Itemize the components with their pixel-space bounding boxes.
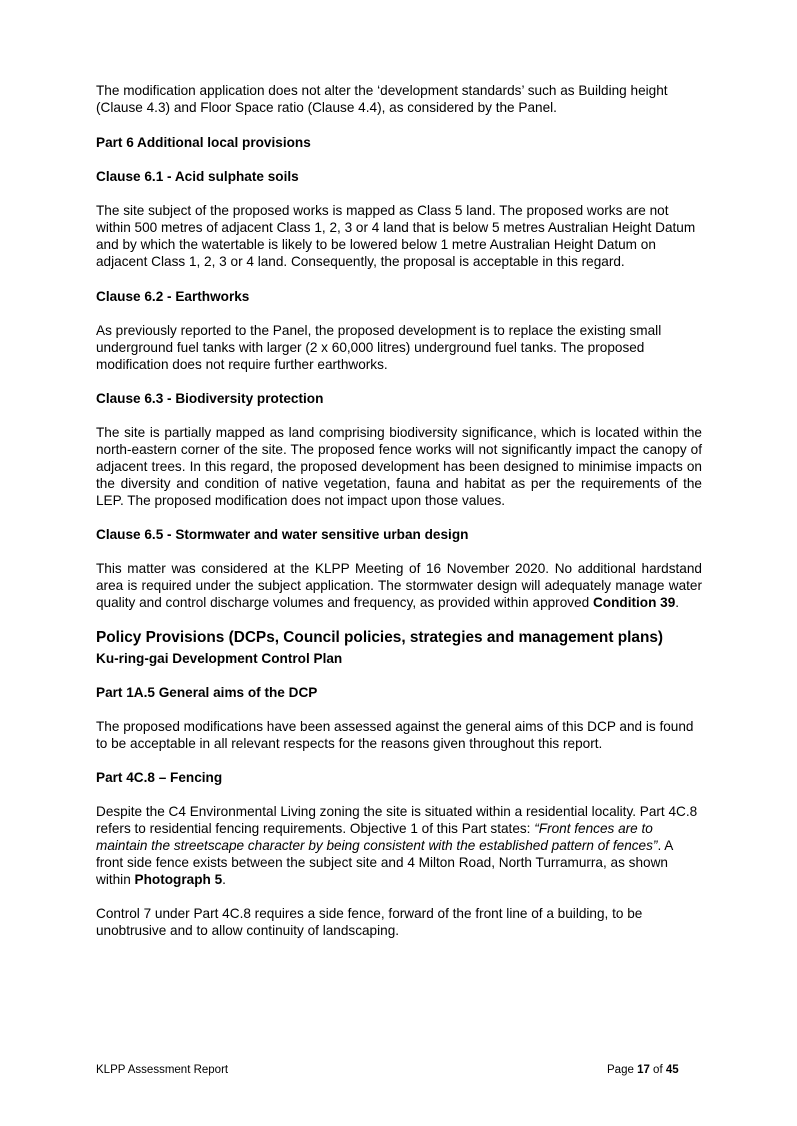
photograph-5-ref: Photograph 5	[134, 872, 223, 887]
page-current: 17	[637, 1064, 650, 1076]
dcp-heading: Ku-ring-gai Development Control Plan	[96, 651, 343, 666]
intro-paragraph: The modification application does not alter the ‘development standards’ such as Building height (Clause 4.3) and Floor Space ratio (Clause 4.4), as considered by the Panel.	[96, 83, 668, 115]
page-label: Page	[607, 1064, 638, 1076]
page-of-label: of	[649, 1064, 666, 1076]
objective-quote: “Front fences are to maintain the streetscape character by being consistent with the established pattern of fences”	[96, 821, 658, 853]
clause-6-3-paragraph: The site is partially mapped as land comprising biodiversity significance, which is located within the north-eastern corner of the site. The proposed fence works will not significantly impact the canopy of adjacent trees. In this regard, the proposed development has been designed to minimise impacts on the diversity and condition of native vegetation, fauna and habitat as per the requirements of the LEP. The proposed modification does not impact upon those values.	[96, 425, 702, 508]
clause-6-2-paragraph: As previously reported to the Panel, the proposed development is to replace the existing small underground fuel tanks with larger (2 x 60,000 litres) underground fuel tanks. The proposed modification does not require further earthworks.	[96, 323, 662, 372]
part-4c8-paragraph	[96, 803, 702, 888]
clause-6-5-text: This matter was considered at the KLPP Meeting of 16 November 2020. No additional hardstand area is required under the subject application. The stormwater design will adequately manage water quality and control discharge volumes and frequency, as provided within approved	[96, 561, 702, 610]
page-total: 45	[665, 1064, 679, 1076]
control-7-paragraph: Control 7 under Part 4C.8 requires a side fence, forward of the front line of a building, to be unobtrusive and to allow continuity of landscaping.	[96, 906, 643, 938]
clause-6-3-heading: Clause 6.3 - Biodiversity protection	[96, 391, 324, 406]
clause-6-5-heading: Clause 6.5 - Stormwater and water sensitive urban design	[96, 527, 469, 542]
part-4c8-heading: Part 4C.8 – Fencing	[96, 770, 223, 785]
document-body	[96, 82, 702, 939]
footer-page-number	[607, 1063, 679, 1077]
clause-6-5-end: .	[675, 595, 680, 610]
clause-6-5-paragraph	[96, 560, 702, 611]
policy-heading: Policy Provisions (DCPs, Council policies, strategies and management plans)	[96, 629, 664, 646]
clause-6-1-heading: Clause 6.1 - Acid sulphate soils	[96, 169, 299, 184]
condition-39-ref: Condition 39	[592, 595, 676, 610]
part-4c8-text-1: Despite the C4 Environmental Living zoning the site is situated within a residential locality. Part 4C.8 refers to residential fencing requirements. Objective 1 of this Part states:	[96, 804, 698, 836]
part-4c8-text-2: . A front side fence exists between the subject site and 4 Milton Road, North Turramurra, as shown within	[96, 838, 673, 887]
footer-report-title: KLPP Assessment Report	[96, 1064, 229, 1076]
clause-6-2-heading: Clause 6.2 - Earthworks	[96, 289, 250, 304]
part-1a5-heading: Part 1A.5 General aims of the DCP	[96, 685, 318, 700]
clause-6-1-paragraph: The site subject of the proposed works is mapped as Class 5 land. The proposed works are not within 500 metres of adjacent Class 1, 2, 3 or 4 land that is below 5 metres Australian Height Datum and by which the watertable is likely to be lowered below 1 metre Australian Height Datum on adjacent Class 1, 2, 3 or 4 land. Consequently, the proposal is acceptable in this regard.	[96, 203, 696, 269]
part-4c8-text-3: .	[222, 872, 226, 887]
part-1a5-paragraph: The proposed modifications have been assessed against the general aims of this DCP and is found to be acceptable in all relevant respects for the reasons given throughout this report.	[96, 719, 694, 751]
part6-heading: Part 6 Additional local provisions	[96, 135, 311, 150]
